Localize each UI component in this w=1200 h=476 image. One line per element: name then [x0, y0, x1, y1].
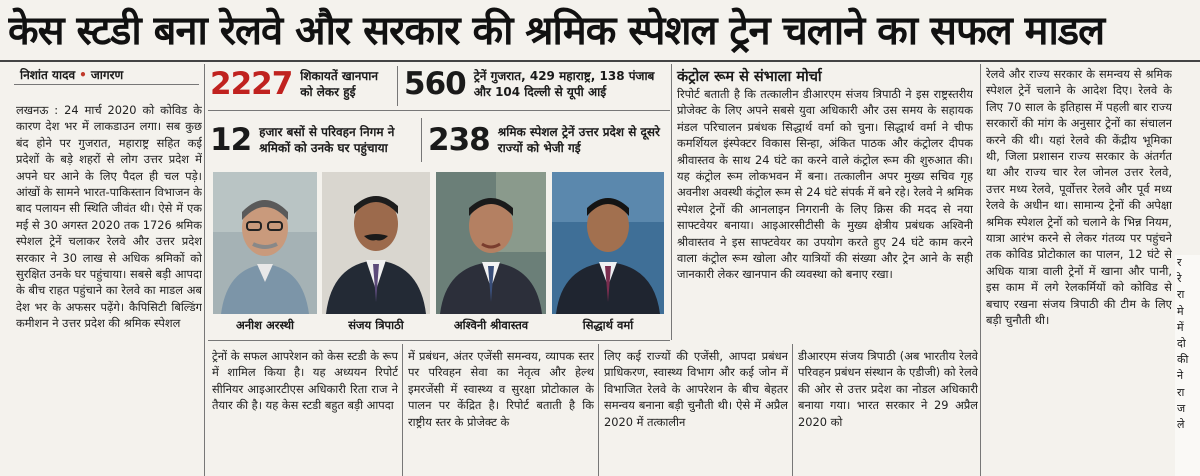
byline-rule [14, 84, 199, 85]
stat-number: 12 [210, 122, 252, 158]
portrait-photo-4 [552, 172, 664, 314]
article-column-6 [986, 66, 1172, 474]
column-6-text: डीआरएम संजय त्रिपाठी (अब भारतीय रेलवे परिवहन प्रबंधन संस्थान के एडीजी) को रेलवे की ओर से उत्तर प्रदेश का नोडल अधिकारी बनाया गया। भारत सरकार ने 29 अप्रैल 2020 को [798, 349, 978, 429]
portrait-photo-1 [213, 172, 317, 314]
strip-line: की [1177, 353, 1189, 367]
strip-line: ले [1177, 418, 1185, 432]
stat-box-trains-arrived [404, 64, 668, 104]
portrait-image [322, 172, 430, 314]
stat-number: 2227 [210, 66, 293, 102]
article-column-control-room [677, 86, 973, 338]
column-divider-6 [980, 64, 981, 476]
stat-number: 560 [404, 66, 466, 102]
portrait-image [436, 172, 546, 314]
article-column-2 [212, 348, 398, 474]
strip-line: ने [1177, 369, 1184, 383]
headline: केस स्टडी बना रेलवे और सरकार की श्रमिक स्पेशल ट्रेन चलाने का सफल माडल [8, 8, 1105, 54]
strip-line: में [1177, 320, 1184, 334]
stat-text: ट्रेनें गुजरात, 429 महाराष्ट्र, 138 पंजाब और 104 दिल्ली से यूपी आई [473, 69, 655, 99]
article-column-3 [408, 348, 594, 474]
section-subhead: कंट्रोल रूम से संभाला मोर्चा [677, 69, 822, 85]
byline-separator: • [79, 68, 87, 82]
column-3-text: में प्रबंधन, अंतर एजेंसी समन्वय, व्यापक स्तर पर परिवहन सेवा का नेतृत्व और हेल्थ इमरजेंसी में स्वास्थ्य व सुरक्षा प्रोटोकाल के पालन पर केंद्रित है। रिपोर्ट बताती है कि राष्ट्रीय स्तर के प्रोजेक्ट के [408, 349, 594, 429]
strip-line: रा [1177, 288, 1185, 302]
control-room-text: रिपोर्ट बताती है कि तत्कालीन डीआरएम संजय त्रिपाठी ने इस राष्ट्रस्तरीय प्रोजेक्ट के लिए अपने सबसे युवा अधिकारी और उस समय के सहायक मंडल परिचालन प्रबंधक सिद्धार्थ वर्मा को चुना। सिद्धार्थ वर्मा ने चीफ कमर्शियल इंस्पेक्टर विकास सिन्हा, अंकित पाठक और कंट्रोलर दीपक श्रीवास्तव के साथ 24 घंटे का करने वाले कंट्रोल रूम की शुरुआत की। यह कंट्रोल रूम लोकभवन में बना। तत्कालीन अपर मुख्य सचिव गृह अवनीश अवस्थी कंट्रोल रूम से 24 घंटे संपर्क में बने रहे। रेलवे ने श्रमिक स्पेशल ट्रेनों की आनलाइन निगरानी के लिए क्रिस की मदद से नया साफ्टवेयर बनाया। आइआरसीटीसी के मुख्य क्षेत्रीय प्रबंधक अश्विनी श्रीवास्तव ने इस साफ्टवेयर का उपयोग करते हुए 24 घंटे काम करने वाला कंट्रोल रूम खोला और यात्रियों की संख्या और ट्रेन आने के सही जानकारी लेकर खानपान की व्यवस्था को बनाए रखा। [677, 87, 973, 282]
portrait-image [552, 172, 664, 314]
column-4-text: लिए कई राज्यों की एजेंसी, आपदा प्रबंधन प्राधिकरण, स्वास्थ्य विभाग और कई जोन में विभाजित रेलवे के आपरेशन के बीच बेहतर समन्वय बनाना बड़ी चुनौती थी। ऐसे में अप्रैल 2020 में तत्कालीन [604, 349, 788, 429]
column-divider-2 [402, 344, 403, 476]
strip-line: मे [1177, 304, 1184, 318]
strip-line: रा [1177, 385, 1185, 399]
byline [20, 66, 123, 83]
headline-rule [0, 60, 1200, 62]
stat-number: 238 [428, 122, 490, 158]
column-2-text: ट्रेनों के सफल आपरेशन को केस स्टडी के रूप में शामिल किया है। यह अध्ययन रिपोर्ट सीनियर आइआरटीएस अधिकारी रिता राज ने तैयार की है। यह केस स्टडी बहुत बड़ी आपदा [212, 349, 398, 413]
photo-caption-2: संजय त्रिपाठी [348, 318, 404, 332]
stat-text: श्रमिक स्पेशल ट्रेनें उत्तर प्रदेश से दूसरे राज्यों को भेजी गई [497, 125, 660, 155]
stat-box-trains-sent [428, 118, 668, 162]
column-divider-1 [204, 64, 205, 476]
article-column-5 [798, 348, 978, 474]
stat-rule [208, 110, 670, 111]
stat-text: शिकायतें खानपान को लेकर हुई [300, 69, 379, 99]
photo-caption-1: अनीश अरस्थी [235, 318, 295, 332]
stat-text: हजार बसों से परिवहन निगम ने श्रमिकों को उनके घर पहुंचाया [259, 125, 395, 155]
adjacent-article-strip [1175, 255, 1200, 476]
column-divider-4 [792, 344, 793, 476]
portrait-photo-2 [322, 172, 430, 314]
column-7-text: रेलवे और राज्य सरकार के समन्वय से श्रमिक स्पेशल ट्रेनें चलाने के आदेश दिए। रेलवे के लिए 70 साल के इतिहास में पहली बार राज्य सरकारों की मांग के अनुसार ट्रेनों का संचालन करने की थी। यहां रेलवे की केंद्रीय भूमिका थी, जिला प्रशासन राज्य सरकार के अंतर्गत था और राज्य चार रेल जोनल उत्तर रेलवे, उत्तर मध्य रेलवे, पूर्वोत्तर रेलवे और पूर्व मध्य रेलवे के अधीन था। सामान्य ट्रेनों की अपेक्षा श्रमिक स्पेशल ट्रेनों को चलाने के भिन्न नियम, यात्रा आरंभ करने से लेकर गंतव्य पर पहुंचने तक कोविड प्रोटोकाल का पालन, 12 घंटे से अधिक यात्रा वाली ट्रेनों में खाना और पानी, इस काम में लगे रेलकर्मियों को कोविड से बचाए रखना संजय त्रिपाठी की टीम के लिए बड़ी चुनौती थी। [986, 67, 1172, 328]
byline-author: निशांत यादव [20, 68, 76, 82]
article-column-1 [16, 102, 202, 474]
strip-line: रे [1177, 272, 1182, 286]
column-divider-3 [598, 344, 599, 476]
photo-caption-3: अश्विनी श्रीवास्तव [453, 318, 529, 332]
stat-divider [397, 66, 398, 106]
portrait-photo-3 [436, 172, 546, 314]
photo-caption-4: सिद्धार्थ वर्मा [582, 318, 634, 332]
stat-box-buses [210, 118, 418, 162]
strip-line: ज [1177, 401, 1186, 415]
strip-line: र [1177, 256, 1182, 269]
article-column-4 [604, 348, 788, 474]
stat-divider [421, 118, 422, 162]
strip-line: दो [1177, 337, 1186, 351]
column-1-text: लखनऊ : 24 मार्च 2020 को कोविड के कारण देश भर में लाकडाउन लगा। सब कुछ बंद होने पर गुजरात, महाराष्ट्र सहित कई प्रदेशों के बड़े शहरों से लोग उत्तर प्रदेश में अपने घर आने के लिए पैदल ही चल पड़े। आंखों के सामने भारत-पाकिस्तान विभाजन के बाद पलायन सी स्थिति जीवंत थी। ऐसे में एक मई से 30 अगस्त 2020 तक 1726 श्रमिक स्पेशल ट्रेनें चलाकर रेलवे और उत्तर प्रदेश सरकार ने 30 लाख से अधिक श्रमिकों को सुरक्षित उनके घर पहुंचाया। सबसे बड़ी आपदा के बीच राहत पहुंचाने का रेलवे का माडल अब देश भर के अफसर पढ़ेंगे। कैपिसिटी बिल्डिंग कमीशन ने उत्तर प्रदेश की श्रमिक स्पेशल [16, 103, 202, 331]
portrait-image [213, 172, 317, 314]
column-divider-5 [671, 64, 672, 340]
byline-source: जागरण [90, 68, 124, 82]
photo-rule [208, 340, 670, 341]
stat-box-complaints [210, 64, 394, 104]
